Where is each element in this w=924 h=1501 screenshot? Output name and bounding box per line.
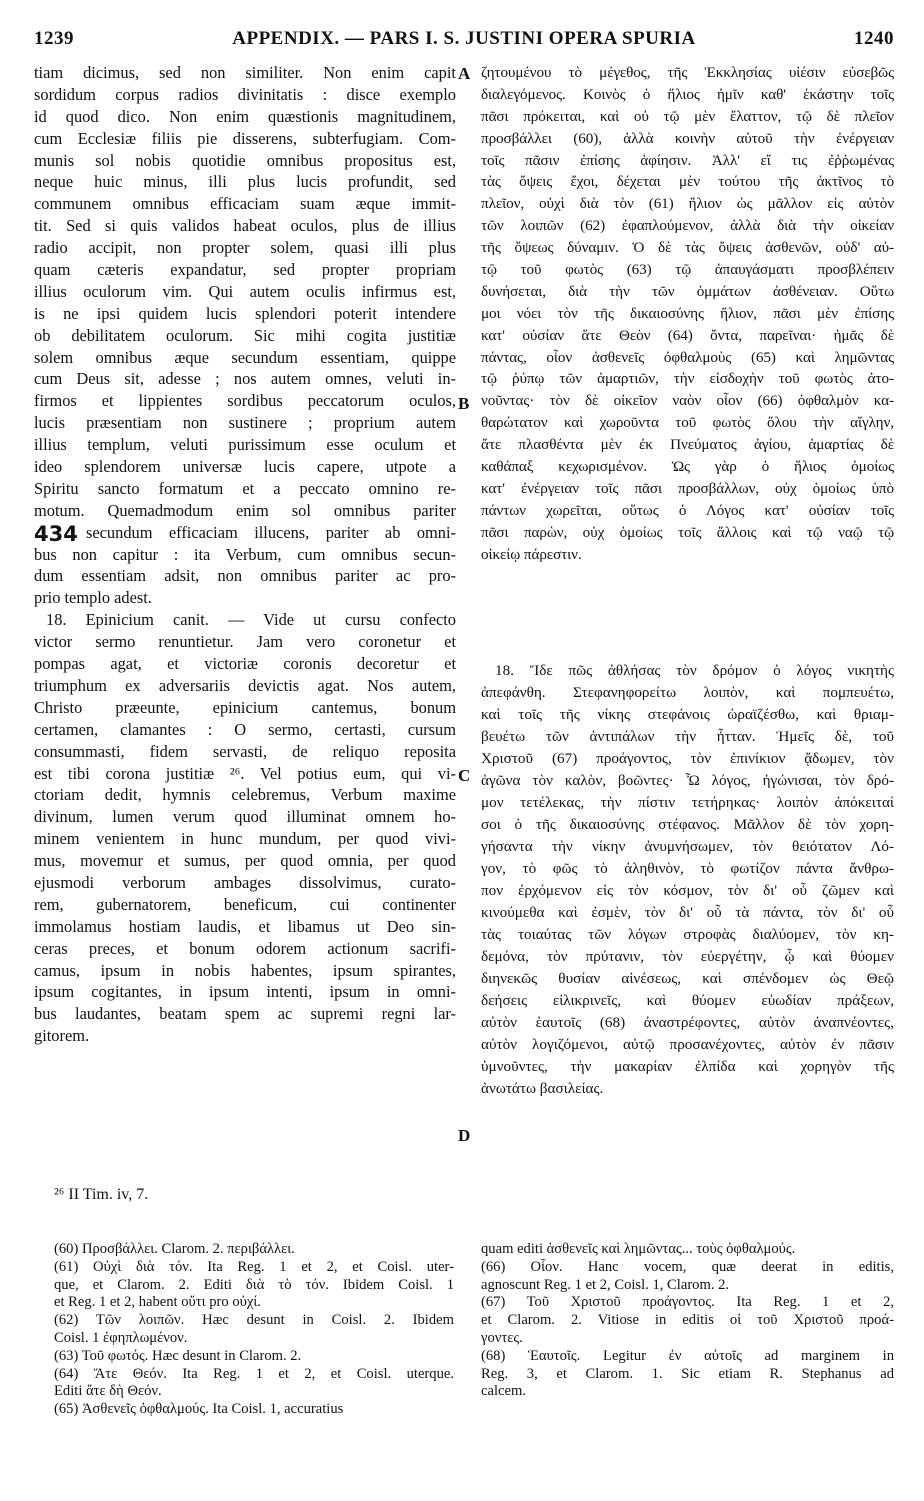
text-line: δεήσεις εἰλικρινεῖς, καὶ θύομεν εὐωδίαν πράξεων, xyxy=(481,992,894,1009)
text-line: τὰς τοιαύτας τῶν λόγων στροφὰς διαλύομεν, τὸν κη- xyxy=(481,926,894,943)
text-line: munis sol nobis quotidie omnibus propositus est, xyxy=(34,150,456,170)
note-line: (65) Ἀσθενεῖς ὀφθαλμούς. Ita Coisl. 1, accuratius xyxy=(54,1401,344,1418)
text-line: ob debilitatem oculorum. Sic mihi cogita justitiæ xyxy=(34,325,456,345)
text-line: διαλεγόμενος. Κοινὸς ὁ ἥλιος ἡμῖν καθ' ἑκάστην τοῖς xyxy=(481,85,894,103)
text-line: τὰς ὄψεις ἔχοι, δέχεται μὲν τούτου τῆς ἀκτῖνος τὸ xyxy=(481,173,894,191)
text-line: radio accipit, non propter solem, quasi illi plus xyxy=(34,238,456,258)
greek-column xyxy=(481,62,894,565)
text-line: 18. Ἴδε πῶς ἀθλήσας τὸν δρόμον ὁ λόγος νικητὴς xyxy=(495,662,894,679)
text-line: τῷ τοῦ φωτὸς (63) τῷ ἀπαυγάσματι προσβλέπειν xyxy=(481,261,894,279)
text-line: καὶ τοῖς τῆς νίκης στεφάνοις ὡραϊζέσθω, καὶ θριαμ- xyxy=(481,706,894,723)
text-line: illius templum, veluti purissimum esse oculum et xyxy=(34,435,456,455)
text-line: κατ' οὐσίαν ἅτε Θεὸν (64) ὄντα, παρεῖναι· ἡμᾶς δὲ xyxy=(481,326,894,344)
note-line: Editi ἅτε δὴ Θεόν. xyxy=(54,1383,162,1400)
text-line: σοι ὁ τῆς δικαιοσύνης στέφανος. Μᾶλλον δὲ τὸν χορη- xyxy=(481,816,894,833)
text-line: tiam dicimus, sed non similiter. Non enim capit xyxy=(34,63,456,82)
text-line: cum Ecclesiæ filiis pie disserens, subterfugiam. Com- xyxy=(34,128,456,148)
text-line: tit. Sed si quis validos habeat oculos, plus de illius xyxy=(34,216,456,236)
text-line: illius oculorum vim. Qui autem oculis infirmus est, xyxy=(34,281,456,301)
text-line: 18. Epinicium canit. — Vide ut cursu confecto xyxy=(46,610,456,630)
text-line: ἀγῶνα τὸν καλὸν, βοῶντες· Ὦ λόγος, ἠγώνισαι, τὸν δρό- xyxy=(481,772,894,789)
text-line: solem omnibus æque secundum essentiam, quippe xyxy=(34,347,456,367)
text-line: victor sermo renuntietur. Jam vero coronetur et xyxy=(34,632,456,652)
text-line: gitorem. xyxy=(34,1026,90,1046)
text-line: πᾶσι παρὼν, οὐχ ὁμοίως τοῖς ἄλλοις καὶ τῷ ναῷ τῷ xyxy=(481,523,894,541)
text-line: γον, τὸ φῶς τὸ ἀληθινὸν, τὸ φωτίζον πάντα ἄνθρω- xyxy=(481,860,894,877)
text-line: motum. Quemadmodum enim sol omnibus pariter xyxy=(34,500,456,520)
greek-column-section-18 xyxy=(481,660,894,1100)
margin-letter-c: C xyxy=(458,766,471,785)
latin-column xyxy=(34,62,456,1047)
text-line: αὐτὸν ἑαυτοῖς (68) ἀναστρέφοντες, αὐτὸν ἀναπνέοντες, xyxy=(481,1014,894,1031)
text-line: βευέτω τῶν ἀντιπάλων τὴν ἧτταν. Ἡμεῖς δὲ, τοῦ xyxy=(481,728,894,745)
note-line: (62) Τῶν λοιπῶν. Hæc desunt in Coisl. 2. Ibidem xyxy=(54,1312,454,1329)
text-line: οἰκείῳ πάρεστιν. xyxy=(481,545,582,563)
text-line: πλεῖον, οὐχὶ διὰ τὸν (61) ἥλιον ὡς μᾶλλον εἰς αὐτὸν xyxy=(481,195,894,213)
text-line: secundum efficaciam illucens, pariter ab omni- xyxy=(86,522,456,542)
margin-number-434: 434 xyxy=(34,522,78,546)
notes-right xyxy=(481,1241,894,1401)
text-line: ζητουμένου τὸ μέγεθος, τῆς Ἐκκλησίας υἱέσιν εὐσεβῶς xyxy=(481,64,894,81)
page-number-right: 1240 xyxy=(854,28,894,49)
note-line: (64) Ἅτε Θεόν. Ita Reg. 1 et 2, et Coisl. uterque. xyxy=(54,1365,454,1382)
text-line: Spiritu sancto formatum et a peccato omnino re- xyxy=(34,478,456,498)
page xyxy=(34,28,894,1488)
text-line: rem, gubernatorem, beneficum, cui continenter xyxy=(34,894,456,914)
note-line: (67) Τοῦ Χριστοῦ προάγοντος. Ita Reg. 1 et 2, xyxy=(481,1294,894,1311)
text-line: neque huic minus, illi plus lucis profundit, sed xyxy=(34,172,456,192)
text-line: ἅτε πλασθέντα μὲν ἐκ Πνεύματος ἁγίου, ἁμαρτίας δὲ xyxy=(481,436,894,454)
text-line: pompas agat, et victoriæ coronis decoretur et xyxy=(34,654,456,674)
note-line: calcem. xyxy=(481,1383,526,1400)
text-line: bus non capitur : ita Verbum, cum omnibus secun- xyxy=(34,544,456,564)
text-line: quam cæteris expandatur, sed propter propriam xyxy=(34,260,456,280)
text-line: communem omnibus efficaciam suam æque immit- xyxy=(34,194,456,214)
page-header xyxy=(34,28,894,56)
text-line: immolamus hostiam laudis, et libamus ut Deo sin- xyxy=(34,916,456,936)
note-line: quam editi ἀσθενεῖς καὶ λημῶντας... τοὺς ὀφθαλμούς. xyxy=(481,1241,796,1257)
text-line: ὑμνοῦντες, τὴν μακαρίαν ἐλπίδα καὶ χορηγὸν τῆς xyxy=(481,1058,894,1075)
text-line: bus laudantes, beatam spem ac supremi regni lar- xyxy=(34,1004,456,1024)
text-line: mus, movemur et sumus, per quod omnia, per quod xyxy=(34,851,456,871)
text-line: τοῖς πᾶσιν ἐπίσης ἀφίησιν. Ἀλλ' εἴ τις ἐῤῥωμένας xyxy=(481,151,894,169)
text-line: is ne ipsi quidem lucis splendori poterit intendere xyxy=(34,303,456,323)
text-line: certamen, clamantes : O sermo, certasti, cursum xyxy=(34,719,456,739)
text-line: camus, ipsum in nobis habentes, ipsum spirantes, xyxy=(34,960,456,980)
text-line: ipsum cogitantes, in ipsum intenti, ipsum in omni- xyxy=(34,982,456,1002)
text-line: minem venientem in hunc mundum, per quod vivi- xyxy=(34,829,456,849)
text-line: προσβάλλει (60), ἀλλὰ κοινὴν αὐτοῦ τὴν ἐνέργειαν xyxy=(481,129,894,147)
text-line: prio templo adest. xyxy=(34,588,152,608)
text-line: est tibi corona justitiæ ²⁶. Vel potius eum, qui vi- xyxy=(34,763,456,783)
note-line: Coisl. 1 ἐφηπλωμένον. xyxy=(54,1329,188,1346)
text-line: dum essentiam adsit, non omnibus pariter ac pro- xyxy=(34,566,456,586)
text-line: καθάπαξ κεχωρισμένον. Ὡς γὰρ ὁ ἥλιος ὁμοίως xyxy=(481,458,894,476)
text-line: sordidum corpus radios divinitatis : disce exemplo xyxy=(34,84,456,104)
text-line: μοι νόει τὸν τῆς δικαιοσύνης ἥλιον, πᾶσι μὲν ἐπίσης xyxy=(481,304,894,322)
text-line: divinum, lumen verum quod illuminat omnem ho- xyxy=(34,807,456,827)
text-line: Χριστοῦ (67) προάγοντος, τὸν ἐπινίκιον ᾄδωμεν, τὸν xyxy=(481,750,894,767)
text-line: ejusmodi verborum ambages dissolvimus, curato- xyxy=(34,872,456,892)
note-line: et Reg. 1 et 2, habent οὔτι pro οὐχί. xyxy=(54,1294,261,1311)
text-line: triumphum ex adversariis devictis agat. Nos autem, xyxy=(34,675,456,695)
note-line: (63) Τοῦ φωτός. Hæc desunt in Clarom. 2. xyxy=(54,1347,302,1364)
note-line: agnoscunt Reg. 1 et 2, Coisl. 1, Clarom. 2. xyxy=(481,1276,730,1293)
margin-letter-d: D xyxy=(458,1126,471,1145)
text-line: ctoriam dedit, hymnis celebremus, Verbum maxime xyxy=(34,785,456,805)
text-line: δεμόνα, τὸν πρύτανιν, τὸν εὐεργέτην, ᾧ καὶ θύομεν xyxy=(481,948,894,965)
text-line: πάντας, οἷον ἀσθενεῖς ὀφθαλμοὺς (65) καὶ λημῶντας xyxy=(481,348,894,366)
text-line: τῶν λοιπῶν (62) ἐφαπλούμενον, ἀλλὰ διὰ τὴν οἰκείαν xyxy=(481,217,894,235)
note-line: et Clarom. 2. Vitiose in editis οἱ τοῦ Χριστοῦ προά- xyxy=(481,1312,894,1329)
margin-letter-b: B xyxy=(458,394,470,413)
note-line: (60) Προσβάλλει. Clarom. 2. περιβάλλει. xyxy=(54,1241,295,1257)
note-line: (66) Οἷον. Hanc vocem, quæ deerat in editis, xyxy=(481,1258,894,1275)
text-line: ideo splendorem universæ lucis capere, utpote a xyxy=(34,457,456,477)
note-line: (61) Οὐχὶ διὰ τόν. Ita Reg. 1 et 2, et Coisl. uter- xyxy=(54,1258,454,1275)
text-line: θαρώτατον καὶ χωροῦντα τοῦ φωτὸς ὅλου τὴν αἴγλην, xyxy=(481,414,894,432)
note-line: Reg. 3, et Clarom. 1. Sic etiam R. Stephanus ad xyxy=(481,1365,894,1382)
text-line: δυνήσεται, διὰ τὴν τῶν ὀμμάτων ἀσθένειαν. Οὕτω xyxy=(481,282,894,300)
note-line: (68) Ἑαυτοῖς. Legitur ἐν αὐτοῖς ad marginem in xyxy=(481,1347,894,1364)
notes-left xyxy=(54,1241,454,1419)
text-line: τῆς ὄψεως δύναμιν. Ὁ δὲ τὰς ὄψεις ἀσθενῶν, οὐδ' αὐ- xyxy=(481,239,894,257)
running-title: APPENDIX. — PARS I. S. JUSTINI OPERA SPURIA xyxy=(232,28,696,49)
text-line: πᾶσι πρόκειται, καὶ οὐ τῷ μὲν ἔλαττον, τῷ δὲ πλεῖον xyxy=(481,107,894,125)
text-line: πον ἐρχόμενον εἰς τὸν κόσμον, τὸν δι' οὗ ζῶμεν καὶ xyxy=(481,882,894,899)
text-line: γήσαντα τὴν νίκην ἀνυμνήσωμεν, τὸν θειότατον Λό- xyxy=(481,838,894,855)
text-line: ἀνωτάτω βασιλείας. xyxy=(481,1080,604,1097)
text-line: lucis præsentiam non sustinere ; proprium autem xyxy=(34,413,456,433)
text-line: Christo præeunte, epinicium cantemus, bonum xyxy=(34,697,456,717)
text-line: ceras preces, et bonum odorem actionum sacrifi- xyxy=(34,938,456,958)
text-line: κινούμεθα καὶ ἐσμὲν, τὸν δι' οὗ τὰ πάντα, τὸν δι' οὗ xyxy=(481,904,894,921)
text-line: consummasti, fidem servasti, de reliquo reposita xyxy=(34,741,456,761)
note-line: γοντες. xyxy=(481,1329,523,1346)
text-line: firmos et lippientes sordibus peccatorum oculos, xyxy=(34,391,456,411)
text-line: κατ' ἐνέργειαν τοῖς πᾶσι προσβάλλων, οὐχ ὁμοίως ὑπὸ xyxy=(481,479,894,497)
text-line: ἀπεφάνθη. Στεφανηφορείτω λοιπὸν, καὶ πομπευέτω, xyxy=(481,684,894,701)
margin-letter-a: A xyxy=(458,64,471,83)
text-line: τῷ ῥύπῳ τῶν ἁμαρτιῶν, τὴν εἰσδοχὴν τοῦ φωτὸς ἀτο- xyxy=(481,370,894,388)
note-line: que, et Clarom. 2. Editi διὰ τὸ τόν. Ibidem Coisl. 1 xyxy=(54,1276,454,1293)
footnote-scripture-reference: ²⁶ II Tim. iv, 7. xyxy=(54,1186,149,1203)
text-line: πάντων χωρεῖται, οὕτως ὁ Λόγος κατ' οὐσίαν τοῖς xyxy=(481,501,894,519)
text-line: νοῦντας· τὸν δὲ οἰκεῖον ναὸν οἷον (66) ὀφθαλμὸν κα- xyxy=(481,392,894,410)
page-number-left: 1239 xyxy=(34,28,74,49)
text-line: διηνεκῶς θυσίαν αἰνέσεως, καὶ σπένδομεν ὡς Θεῷ xyxy=(481,970,894,987)
text-line: μον τετέλεκας, τὴν πίστιν τετήρηκας· λοιπὸν ἀπόκειταί xyxy=(481,794,894,811)
text-line: id quod dico. Non enim quæstionis magnitudinem, xyxy=(34,106,456,126)
text-line: cum Deus sit, adesse ; nos autem omnes, veluti in- xyxy=(34,369,456,389)
text-line: αὐτὸν λογιζόμενοι, αὐτῷ προσανέχοντες, αὐτὸν ἐν πᾶσιν xyxy=(481,1036,894,1053)
